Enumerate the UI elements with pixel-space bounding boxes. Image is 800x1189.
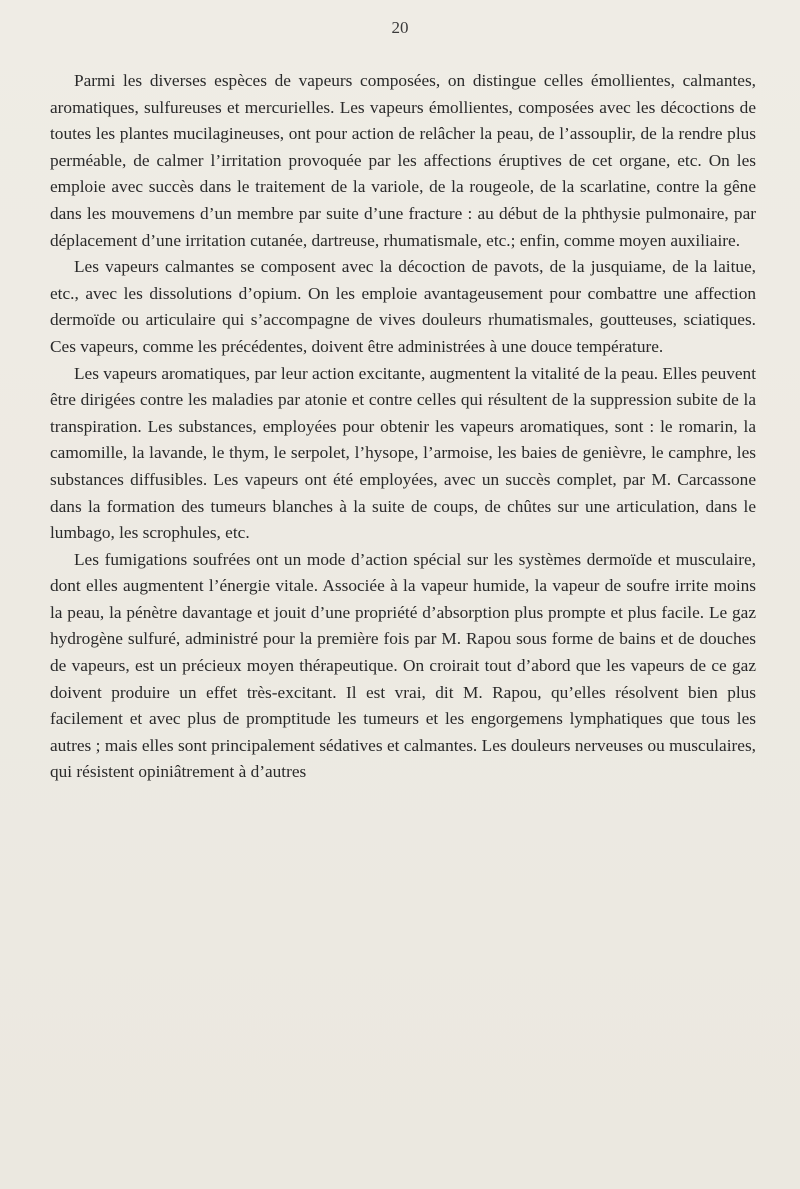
paragraph-vapeurs-aromatiques: Les vapeurs aromatiques, par leur action excitante, augmentent la vitalité de la peau. Elles peuvent être dirigées contre les maladies par atonie et contre celles qui résultent de la suppression subite de la transpiration. Les substances, employées pour obtenir les vapeurs aromatiques, sont : le romarin, la camomille, la lavande, le thym, le serpolet, l’hysope, l’armoise, les baies de genièvre, le camphre, les substances diffusibles. Les vapeurs ont été employées, avec un succès complet, par M. Carcassone dans la formation des tumeurs blanches à la suite de coups, de chûtes sur une articulation, dans le lumbago, les scrophules, etc. <box>50 363 756 543</box>
paragraph-fumigations-soufrees: Les fumigations soufrées ont un mode d’action spécial sur les systèmes dermoïde et musculaire, dont elles augmentent l’énergie vitale. Associée à la vapeur humide, la vapeur de soufre irrite moins la peau, la pénètre davantage et jouit d’une propriété d’absorption plus prompte et plus facile. Le gaz hydrogène sulfuré, administré pour la première fois par M. Rapou sous forme de bains et de douches de vapeurs, est un précieux moyen thérapeutique. On croirait tout d’abord que les vapeurs de ce gaz doivent produire un effet très-excitant. Il est vrai, dit M. Rapou, qu’elles résolvent bien plus facilement et avec plus de promptitude les tumeurs et les engorgemens lymphatiques que tous les autres ; mais elles sont principalement sédatives et calmantes. Les douleurs nerveuses ou musculaires, qui résistent opiniâtrement à d’autres <box>50 549 756 782</box>
paragraph-vapeurs-calmantes: Les vapeurs calmantes se composent avec la décoction de pavots, de la jusquiame, de la laitue, etc., avec les dissolutions d’opium. On les emploie avantageusement pour combattre une affection dermoïde ou articulaire qui s’accompagne de vives douleurs rhumatismales, goutteuses, sciatiques. Ces vapeurs, comme les précédentes, doivent être administrées à une douce température. <box>50 257 756 356</box>
page-number: 20 <box>391 18 409 37</box>
paragraph-vapeurs-composees: Parmi les diverses espèces de vapeurs composées, on distingue celles émollientes, calmantes, aromatiques, sulfureuses et mercurielles. Les vapeurs émollientes, composées avec les décoctions de toutes les plantes mucilagineuses, ont pour action de relâcher la peau, de l’assouplir, de la rendre plus perméable, de calmer l’irritation provoquée par les affections éruptives de cet organe, etc. On les emploie avec succès dans le traitement de la variole, de la rougeole, de la scarlatine, contre la gêne dans les mouvemens d’un membre par suite d’une fracture : au début de la phthysie pulmonaire, par déplacement d’une irritation cutanée, dartreuse, rhumatismale, etc.; enfin, comme moyen auxiliaire. <box>50 71 756 250</box>
body-text <box>50 68 756 786</box>
